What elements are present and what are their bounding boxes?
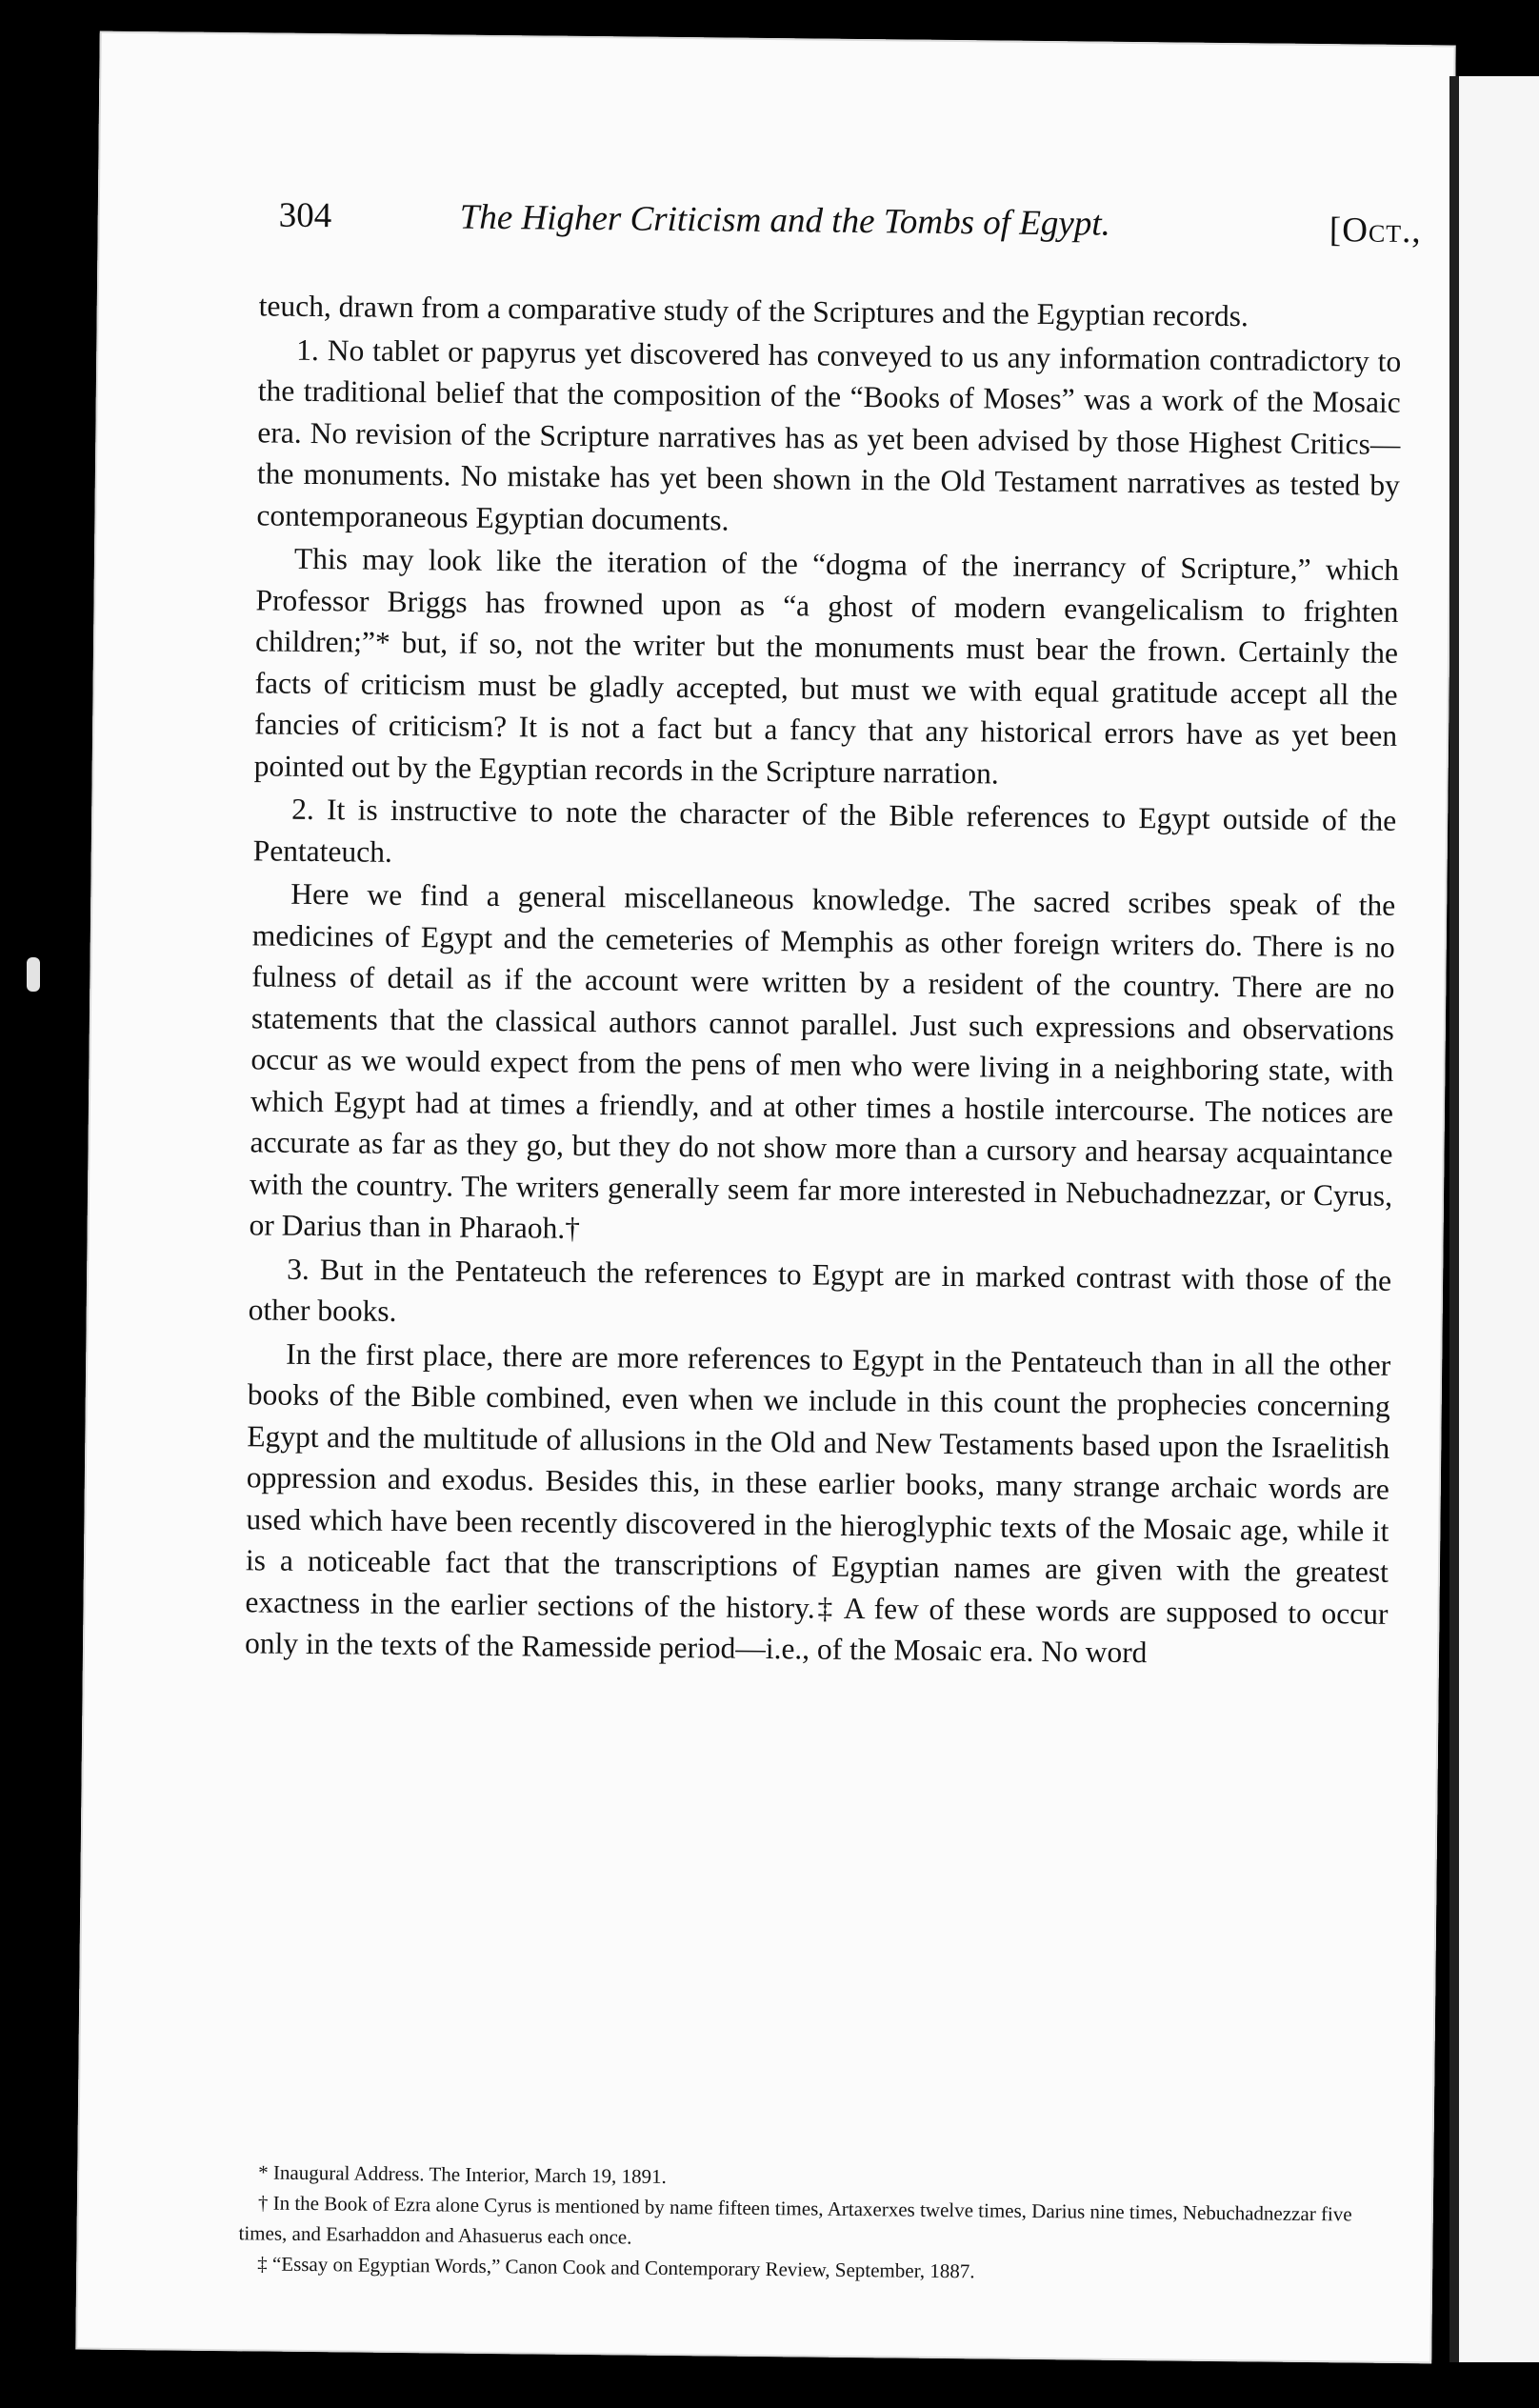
book-page [75, 31, 1455, 2364]
footnote: ‡ “Essay on Egyptian Words,” Canon Cook and Contemporary Review, September, 1887. [257, 2252, 975, 2283]
paragraph: This may look like the iteration of the “dogma of the inerrancy of Scripture,” which Professor Briggs has frowned upon as “a ghost of modern evangelicalism to frighten children;”* but, if so, not the writer but the monuments must bear the frown. Certainly the facts of criticism must be gladly accepted, but must we with equal gratitude accept all the fancies of criticism? It is not a fact but a fancy that any historical errors have as yet been pointed out by the Egyptian records in the Scripture narration. [253, 541, 1400, 791]
body-text [245, 285, 1402, 1677]
page-number: 304 [278, 195, 332, 236]
footnote: * Inaugural Address. The Interior, March 19, 1891. [258, 2160, 667, 2188]
paragraph: teuch, drawn from a comparative study of the Scriptures and the Egyptian records. [258, 289, 1249, 333]
paragraph: Here we find a general miscellaneous knowledge. The sacred scribes speak of the medicines of Egypt and the cemeteries of Memphis as other foreign writers do. There is no fulness of detail as if the account were written by a resident of the country. There are no statements that the classical authors cannot parallel. Just such expressions and observations occur as we would expect from the pens of men who were living in a neighboring state, with which Egypt had at times a friendly, and at other times a hostile intercourse. The notices are accurate as far as they go, but they do not show more than a cursory and hearsay acquaintance with the country. The writers generally seem far more interested in Nebuchadnezzar, or Cyrus, or Darius than in Pharaoh.† [249, 876, 1396, 1245]
page-header [278, 195, 1422, 265]
paragraph: In the first place, there are more references to Egypt in the Pentateuch than in all the other books of the Bible combined, even when we include in this count the prophecies concerning Egypt and the multitude of allusions in the Old and New Testaments based upon the Israelitish oppression and exodus. Besides this, in these earlier books, many strange archaic words are used which have been recently discovered in the hieroglyphic texts of the Mosaic age, while it is a noticeable fact that the transcriptions of Egyptian names are given with the greatest exactness in the earlier sections of the history.‡ A few of these words are supposed to occur only in the texts of the Ramesside period—i.e., of the Mosaic era. No word [244, 1336, 1391, 1670]
section-mark: [Oct., [1329, 211, 1422, 251]
adjacent-page-edge [1449, 76, 1539, 2362]
footnote: † In the Book of Ezra alone Cyrus is mentioned by name fifteen times, Artaxerxes twelve times, Darius nine times, Nebuchadnezzar five times, and Esarhaddon and Ahasuerus each once. [238, 2191, 1352, 2249]
footnotes [238, 2157, 1382, 2291]
margin-smudge [27, 957, 40, 992]
paragraph: 2. It is instructive to note the character of the Bible references to Egypt outside of the Pentateuch. [252, 792, 1397, 869]
paragraph: 1. No tablet or papyrus yet discovered has conveyed to us any information contradictory to the traditional belief that the composition of the “Books of Moses” was a work of the Mosaic era. No revision of the Scripture narratives has as yet been advised by those Highest Critics—the monuments. No mistake has yet been shown in the Old Testament narratives as tested by contemporaneous Egyptian documents. [256, 332, 1402, 537]
paragraph: 3. But in the Pentateuch the references to Egypt are in marked contrast with those of the other books. [248, 1252, 1392, 1328]
running-title: The Higher Criticism and the Tombs of Egypt. [459, 197, 1111, 244]
